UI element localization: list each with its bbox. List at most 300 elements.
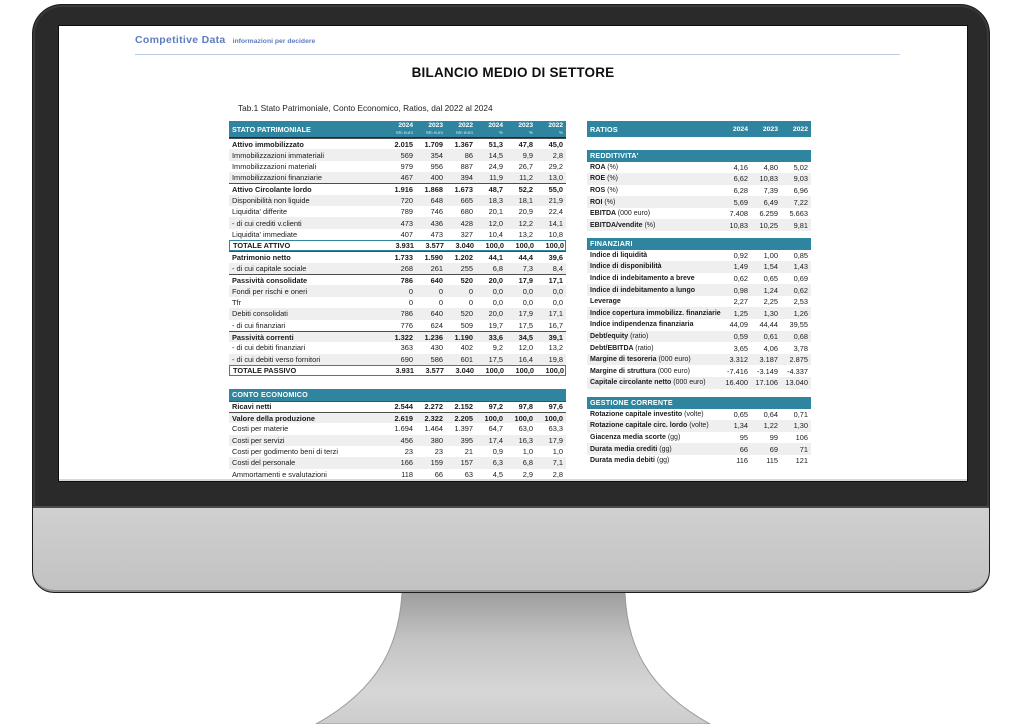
cell-value: 26,7 [518,161,533,171]
row-label-suffix: (gg) [667,433,681,441]
cell-value: 0,69 [793,273,808,283]
cell-value: 17,5 [488,354,503,364]
table-row [587,420,811,432]
cell-value: 2,8 [552,150,563,160]
cell-value: 327 [460,229,473,239]
cell-value: 7,22 [793,197,808,207]
cell-value: 2.152 [454,402,473,412]
stand-neck [316,593,710,724]
cell-value: 2.875 [789,355,808,365]
cell-value: 10,8 [548,229,563,239]
row-label: ROE (%) [590,175,619,183]
cell-value: 0,71 [793,409,808,419]
row-label: - di cui debiti finanziari [232,343,306,353]
cell-value: 0,68 [793,331,808,341]
row-label: Immobilizzazioni finanziarie [232,173,322,183]
cell-value: 63,0 [518,424,533,434]
monitor-stand [0,593,1024,724]
cell-value: 640 [430,275,443,285]
cell-value: 48,7 [488,185,503,195]
cell-value: 601 [460,354,473,364]
cell-value: 1.190 [454,332,473,342]
cell-value: 34,5 [518,332,533,342]
ratios-section [587,150,811,231]
row-label: Durata media debiti (gg) [590,457,670,465]
table-header [229,121,566,138]
cell-value: 7,1 [552,458,563,468]
row-label: Passività consolidate [232,275,308,285]
cell-value: 1,00 [763,250,778,260]
cell-value: 1.673 [454,185,473,195]
cell-value: 887 [460,161,473,171]
cell-value: 268 [400,263,413,273]
cell-value: 18,3 [488,195,503,205]
cell-value: 23 [404,447,413,457]
cell-value: 2.619 [394,413,413,423]
cell-value: 66 [739,444,748,454]
cell-value: 1,26 [793,308,808,318]
cell-value: 690 [400,354,413,364]
table-row [587,409,811,421]
table-row [229,138,566,149]
cell-value: 2.205 [454,413,473,423]
cell-value: 3.312 [729,355,748,365]
cell-value: 407 [400,229,413,239]
table-row [587,208,811,220]
cell-value: 956 [430,161,443,171]
cell-value: 456 [400,435,413,445]
row-label-suffix: (volte) [684,410,704,418]
row-label: Debt/EBITDA (ratio) [590,344,654,352]
table-body [229,401,566,480]
column-header [446,121,476,137]
row-label: TOTALE PASSIVO [233,366,297,376]
cell-value: 2,53 [793,297,808,307]
cell-value: 21 [464,447,473,457]
cell-value: 6,28 [733,185,748,195]
row-label: Debt/equity (ratio) [590,332,649,340]
cell-value: 979 [400,161,413,171]
cell-value: 16,4 [518,354,533,364]
cell-value: 45,0 [548,139,563,149]
row-label: Rotazione capitale circ. lordo (volte) [590,422,709,430]
cell-value: 640 [430,309,443,319]
cell-value: 1.590 [424,253,443,263]
cell-value: 1,25 [733,308,748,318]
table-row [587,296,811,308]
column-year: 2022 [548,121,563,129]
cell-value: 0,0 [552,286,563,296]
cell-value: 467 [400,173,413,183]
table-row [229,229,566,240]
table-row [587,365,811,377]
cell-value: 116 [736,456,748,466]
row-label: ROA (%) [590,163,619,171]
row-label-suffix: (%) [607,163,619,171]
cell-value: 0 [438,297,443,307]
cell-value: 21,9 [548,195,563,205]
cell-value: 473 [430,229,443,239]
column-unit: % [558,129,563,135]
row-label-suffix: (%) [644,221,656,229]
table-row [229,217,566,228]
cell-value: 0 [438,286,443,296]
cell-value: 3.577 [425,366,444,376]
cell-value: 1.916 [394,185,413,195]
cell-value: 33,6 [488,332,503,342]
brand-logo [135,34,315,46]
table-row [229,308,566,319]
cell-value: 1.202 [454,253,473,263]
cell-value: 1,49 [733,262,748,272]
cell-value: 16,7 [548,320,563,330]
row-label: Disponibilità non liquide [232,195,310,205]
table-row [587,331,811,343]
row-label: Indice di liquidità [590,251,648,259]
table-row [587,443,811,455]
row-label: EBITDA (000 euro) [590,210,651,218]
monitor-screen [58,25,968,482]
cell-value: 648 [430,195,443,205]
table-caption: Tab.1 Stato Patrimoniale, Conto Economico, Ratios, dal 2022 al 2024 [238,103,493,113]
column-unit: Mn euro [396,129,413,135]
row-label: Durata media crediti (gg) [590,445,672,453]
cell-value: 0,0 [522,286,533,296]
cell-value: 20,1 [488,207,503,217]
table-row [587,284,811,296]
cell-value: 64,7 [488,424,503,434]
cell-value: 786 [400,309,413,319]
cell-value: 746 [430,207,443,217]
cell-value: 12,0 [488,218,503,228]
cell-value: 3,65 [733,343,748,353]
row-label-suffix: (ratio) [635,344,654,352]
row-label: Costi per materie [232,424,289,434]
cell-value: -7.416 [727,366,748,376]
cell-value: 13,2 [548,343,563,353]
section-title: GESTIONE CORRENTE [587,397,811,409]
cell-value: 3.187 [759,355,778,365]
cell-value: 100,0 [515,241,534,251]
table-row [229,195,566,206]
cell-value: 1.367 [454,139,473,149]
cell-value: 11,2 [519,173,533,183]
cell-value: 20,0 [488,309,503,319]
row-label: - di cui crediti v.clienti [232,218,302,228]
cell-value: 10,25 [759,220,778,230]
row-label: - di cui capitale sociale [232,263,307,273]
cell-value: 400 [430,173,443,183]
table-row [587,354,811,366]
table-row [229,342,566,353]
cell-value: 1.709 [424,139,443,149]
cell-value: 402 [460,343,473,353]
cell-value: 2.015 [394,139,413,149]
cell-value: 6,62 [733,174,748,184]
column-unit: Mn euro [426,129,443,135]
cell-value: 1.868 [424,185,443,195]
cell-value: 99 [769,432,778,442]
cell-value: 9,03 [793,174,808,184]
cell-value: 100,0 [484,413,503,423]
page-title: BILANCIO MEDIO DI SETTORE [411,65,615,80]
table-row [229,240,566,251]
column-header [476,121,506,137]
cell-value: 18,1 [518,195,533,205]
column-unit: % [498,129,503,135]
cell-value: 100,0 [485,241,504,251]
cell-value: 1.397 [454,424,473,434]
cell-value: 6,3 [492,458,503,468]
row-label: Rotazione capitale investito (volte) [590,410,704,418]
row-label: Liquidita' immediate [232,229,298,239]
cell-value: 51,3 [488,139,503,149]
cell-value: 0,0 [522,297,533,307]
cell-value: 12,0 [518,343,533,353]
column-year: 2022 [458,121,473,129]
column-header [506,121,536,137]
table-row [229,412,566,423]
header-rule [135,54,900,55]
cell-value: -4.337 [787,366,808,376]
cell-value: 86 [464,150,473,160]
cell-value: 118 [401,469,413,479]
cell-value: 63,3 [548,424,563,434]
cell-value: 13.040 [785,378,808,388]
row-label: Leverage [590,298,621,306]
cell-value: 5,02 [793,162,808,172]
cell-value: 1,30 [763,308,778,318]
cell-value: 520 [460,309,473,319]
page-bottom-edge [59,479,967,481]
cell-value: 0,62 [733,273,748,283]
row-label: Fondi per rischi e oneri [232,286,308,296]
table-row [587,342,811,354]
cell-value: 520 [460,275,473,285]
cell-value: 0,0 [552,297,563,307]
table-title: CONTO ECONOMICO [229,389,566,401]
cell-value: 4,16 [733,162,748,172]
cell-value: 29,2 [548,161,563,171]
table-row [587,250,811,262]
row-label: Margine di tesoreria (000 euro) [590,356,691,364]
cell-value: 2,9 [522,469,533,479]
row-label-suffix: (000 euro) [673,379,706,387]
cell-value: 473 [400,218,413,228]
cell-value: 121 [795,456,808,466]
row-label-suffix: (000 euro) [657,367,690,375]
cell-value: 47,8 [518,139,533,149]
cell-value: 2,25 [763,297,778,307]
cell-value: 11,9 [489,173,503,183]
cell-value: 1.733 [394,253,413,263]
cell-value: 44,44 [759,320,778,330]
cell-value: 0,59 [733,331,748,341]
row-label: - di cui finanziari [232,320,286,330]
row-label-suffix: (volte) [689,422,709,430]
row-label: Liquidita' differite [232,207,288,217]
cell-value: 1,0 [552,447,563,457]
monitor-chin [33,506,989,592]
cell-value: 3.040 [455,241,474,251]
cell-value: 69 [769,444,778,454]
cell-value: 39,6 [548,253,563,263]
cell-value: 13,0 [548,173,563,183]
row-label: Passività correnti [232,332,294,342]
cell-value: 16.400 [725,378,748,388]
table-row [229,423,566,434]
row-label: Immobilizzazioni immateriali [232,150,324,160]
row-label: Immobilizzazioni materiali [232,161,317,171]
cell-value: 569 [400,150,413,160]
cell-value: 2,27 [733,297,748,307]
cell-value: 3.040 [455,366,474,376]
table-row [587,319,811,331]
cell-value: 7,3 [522,263,533,273]
row-label: ROS (%) [590,186,619,194]
cell-value: 6,8 [522,458,533,468]
row-label: Costi del personale [232,458,296,468]
cell-value: 157 [460,458,473,468]
row-label: Costi per godimento beni di terzi [232,447,338,457]
cell-value: 3.931 [395,366,414,376]
cell-value: 436 [430,218,443,228]
cell-value: 7,39 [763,185,778,195]
cell-value: 1,0 [522,447,533,457]
table-row [229,285,566,296]
cell-value: 665 [460,195,473,205]
cell-value: 7.408 [729,209,748,219]
cell-value: 71 [799,444,808,454]
row-label: EBITDA/vendite (%) [590,221,656,229]
cell-value: 0,0 [492,286,503,296]
cell-value: 13,2 [518,229,533,239]
cell-value: 17,1 [548,309,563,319]
table-row [587,307,811,319]
column-year: 2024 [398,121,413,129]
cell-value: 17,9 [518,309,533,319]
cell-value: 19,7 [488,320,503,330]
table-row [229,161,566,172]
table-row [229,172,566,183]
cell-value: 159 [430,458,443,468]
cell-value: 4,80 [763,162,778,172]
column-year: 2023 [762,125,778,133]
row-label: Indice copertura immobilizz. finanziarie [590,309,721,317]
cell-value: 44,1 [488,253,503,263]
column-unit: % [528,129,533,135]
row-label: Costi per servizi [232,435,285,445]
cell-value: 1,34 [733,421,748,431]
cell-value: 4,06 [763,343,778,353]
cell-value: 14,5 [488,150,503,160]
row-label: Indice di indebitamento a breve [590,274,695,282]
cell-value: 586 [430,354,443,364]
cell-value: 261 [430,263,443,273]
cell-value: 39,1 [548,332,563,342]
cell-value: 5.663 [789,209,808,219]
cell-value: 6,49 [763,197,778,207]
cell-value: 0,98 [733,285,748,295]
cell-value: 5,69 [733,197,748,207]
cell-value: 8,4 [552,263,563,273]
cell-value: 44,09 [729,320,748,330]
cell-value: 1.236 [424,332,443,342]
stato-patrimoniale-table [229,121,566,376]
cell-value: 20,9 [518,207,533,217]
cell-value: 22,4 [548,207,563,217]
cell-value: 394 [460,173,473,183]
cell-value: -3.149 [757,366,778,376]
row-label: Indice di disponibilità [590,263,662,271]
cell-value: 100,0 [545,366,564,376]
cell-value: 1,24 [763,285,778,295]
cell-value: 66 [434,469,443,479]
cell-value: 14,1 [548,218,563,228]
column-year: 2022 [792,125,808,133]
cell-value: 2.544 [394,402,413,412]
table-row [587,432,811,444]
cell-value: 10,83 [729,220,748,230]
cell-value: 0,61 [763,331,778,341]
row-label: Giacenza media scorte (gg) [590,433,681,441]
table-row [229,297,566,308]
table-row [229,446,566,457]
cell-value: 395 [460,435,473,445]
table-row [229,274,566,285]
table-row [229,331,566,342]
table-row [229,263,566,274]
cell-value: 9,9 [522,150,533,160]
cell-value: 44,4 [518,253,533,263]
cell-value: 430 [430,343,443,353]
table-row [587,185,811,197]
cell-value: 789 [400,207,413,217]
cell-value: 4,5 [492,469,503,479]
row-label-suffix: (gg) [659,445,672,453]
cell-value: 624 [430,320,443,330]
cell-value: 1.322 [394,332,413,342]
cell-value: 0,65 [733,409,748,419]
row-label: Debiti consolidati [232,309,288,319]
table-row [587,219,811,231]
table-row [587,377,811,389]
cell-value: 2.322 [424,413,443,423]
row-label: Indice di indebitamento a lungo [590,286,696,294]
row-label-suffix: (000 euro) [617,210,651,218]
ratios-section [587,238,811,389]
row-label: Ricavi netti [232,402,272,412]
table-row [229,401,566,412]
cell-value: 786 [400,275,413,285]
cell-value: 19,8 [548,354,563,364]
document-page [59,26,967,481]
row-label: Tfr [232,297,242,307]
cell-value: 97,2 [488,402,503,412]
cell-value: 255 [460,263,473,273]
cell-value: 10,83 [759,174,778,184]
cell-value: 39,55 [789,320,808,330]
cell-value: 52,2 [518,185,533,195]
cell-value: 0 [468,286,473,296]
cell-value: 24,9 [488,161,503,171]
row-label: - di cui debiti verso fornitori [232,354,321,364]
cell-value: 100,0 [544,413,563,423]
row-label: Patrimonio netto [232,253,291,263]
row-label-suffix: (%) [607,186,619,194]
row-label-suffix: (ratio) [630,332,649,340]
cell-value: 17,5 [518,320,533,330]
